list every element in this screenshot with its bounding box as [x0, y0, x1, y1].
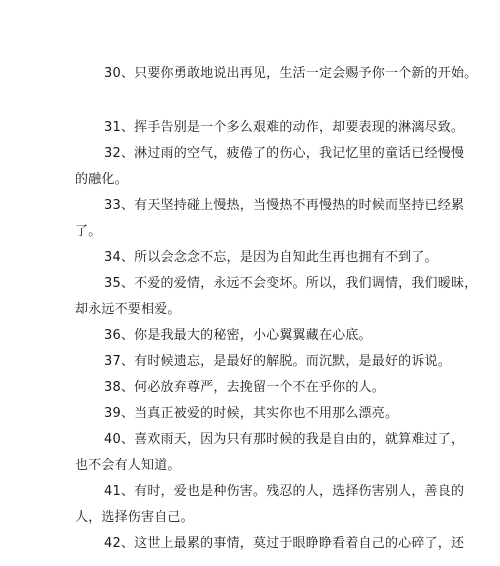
text-line-33-cont: 了。 [75, 224, 102, 239]
text-line-42: 42、这世上最累的事情，莫过于眼睁睁看着自己的心碎了，还 [104, 536, 465, 551]
text-line-32-cont: 的融化。 [75, 172, 128, 187]
text-line-41: 41、有时，爱也是种伤害。残忍的人，选择伤害别人，善良的 [104, 484, 465, 499]
text-line-38: 38、何必放弃尊严，去挽留一个不在乎你的人。 [104, 380, 385, 395]
text-line-34: 34、所以会念念不忘，是因为自知此生再也拥有不到了。 [104, 250, 438, 265]
text-line-40-cont: 也不会有人知道。 [75, 458, 181, 473]
text-line-37: 37、有时候遗忘，是最好的解脱。而沉默，是最好的诉说。 [104, 354, 451, 369]
text-line-35: 35、不爱的爱情，永远不会变坏。所以，我们调情，我们暧昧， [104, 276, 478, 291]
text-line-36: 36、你是我最大的秘密，小心翼翼藏在心底。 [104, 328, 372, 343]
text-line-32: 32、淋过雨的空气，疲倦了的伤心，我记忆里的童话已经慢慢 [104, 146, 465, 161]
text-line-35-cont: 却永远不要相爱。 [75, 302, 181, 317]
text-line-33: 33、有天坚持碰上慢热，当慢热不再慢热的时候而坚持已经累 [104, 198, 465, 213]
text-line-30: 30、只要你勇敢地说出再见，生活一定会赐予你一个新的开始。 [104, 66, 478, 81]
text-line-41-cont: 人，选择伤害自己。 [75, 510, 194, 525]
text-line-39: 39、当真正被爱的时候，其实你也不用那么漂亮。 [104, 406, 399, 421]
text-line-31: 31、挥手告别是一个多么艰难的动作，却要表现的淋漓尽致。 [104, 120, 465, 135]
text-line-40: 40、喜欢雨天，因为只有那时候的我是自由的，就算难过了， [104, 432, 465, 447]
